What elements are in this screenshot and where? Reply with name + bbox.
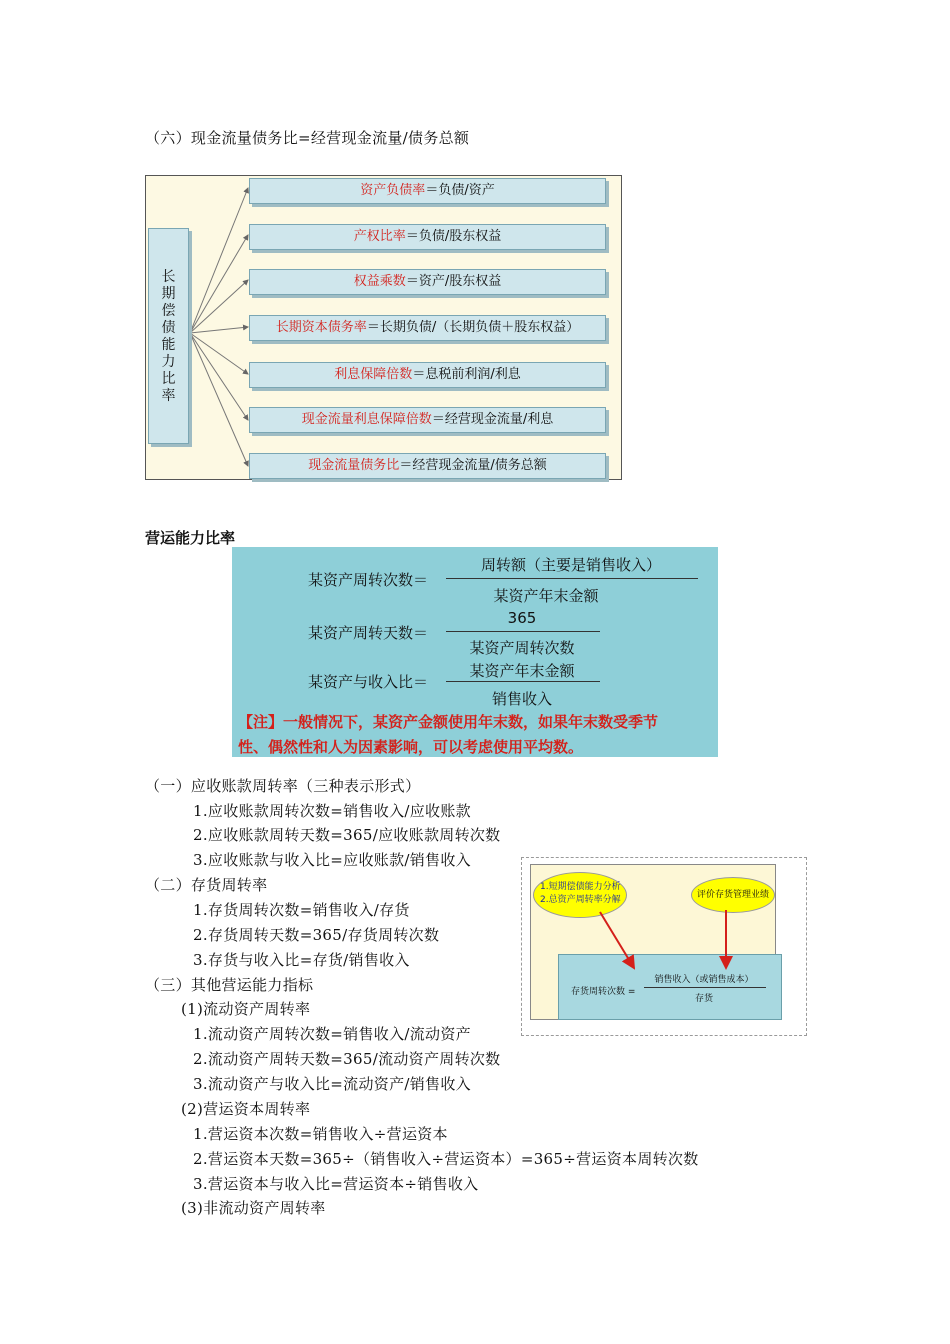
body-line: 2.营运资本天数=365÷（销售收入÷营运资本）=365÷营运资本周转次数 — [193, 1150, 699, 1168]
vertical-label-char: 债 — [161, 320, 176, 336]
ellipse-analysis-line1: 1.短期偿债能力分析 — [540, 882, 621, 892]
body-line: 1.营运资本次数=销售收入÷营运资本 — [193, 1125, 448, 1143]
body-line: 3.应收账款与收入比=应收账款/销售收入 — [193, 851, 471, 869]
body-line: 1.流动资产周转次数=销售收入/流动资产 — [193, 1025, 471, 1043]
solvency-vertical-box — [148, 228, 189, 444]
heading-six: （六）现金流量债务比=经营现金流量/债务总额 — [145, 129, 470, 147]
body-line: 3.流动资产与收入比=流动资产/销售收入 — [193, 1075, 471, 1093]
formula-box-cash-interest-coverage: 现金流量利息保障倍数＝经营现金流量/利息 — [249, 407, 606, 433]
formula-box-debt-ratio: 资产负债率＝负债/资产 — [249, 178, 606, 204]
vertical-label-char: 能 — [161, 337, 176, 353]
panel-note-line1: 【注】一般情况下，某资产金额使用年末数，如果年末数受季节 — [238, 713, 659, 731]
formula3-denominator: 销售收入 — [491, 690, 552, 708]
panel-note-line2: 性、偶然性和人为因素影响，可以考虑使用平均数。 — [238, 738, 584, 756]
vertical-label-char: 力 — [161, 354, 176, 370]
inventory-diagram — [521, 857, 807, 1036]
formula-box-interest-coverage: 利息保障倍数＝息税前利润/利息 — [249, 362, 606, 388]
vertical-label-char: 比 — [161, 371, 176, 387]
body-line: （一）应收账款周转率（三种表示形式） — [145, 777, 421, 795]
formula-box-long-term-capital-debt-ratio: 长期资本债务率＝长期负债/（长期负债＋股东权益） — [249, 315, 606, 341]
panel-note — [238, 710, 718, 760]
operating-title: 营运能力比率 — [145, 529, 236, 547]
inventory-formula-numerator: 销售收入（或销售成本） — [654, 975, 754, 985]
vertical-label-char: 率 — [161, 388, 176, 404]
formula3-numerator: 某资产年末金额 — [469, 662, 575, 680]
body-line: （二）存货周转率 — [145, 876, 268, 894]
operating-formula-panel — [232, 547, 718, 757]
body-line: 3.存货与收入比=存货/销售收入 — [193, 951, 410, 969]
formula2-label: 某资产周转天数＝ — [308, 624, 429, 642]
body-line: (2)营运资本周转率 — [181, 1100, 311, 1118]
inventory-formula-label: 存货周转次数 = — [571, 987, 636, 997]
body-line: 1.应收账款周转次数=销售收入/应收账款 — [193, 802, 471, 820]
inventory-arrows — [522, 858, 808, 1037]
formula-box-equity-ratio: 产权比率＝负债/股东权益 — [249, 224, 606, 250]
ellipse-evaluate: 评价存货管理业绩 — [691, 877, 775, 913]
solvency-vertical-label — [149, 269, 188, 405]
body-line: 2.流动资产周转天数=365/流动资产周转次数 — [193, 1050, 501, 1068]
body-line: 2.存货周转天数=365/存货周转次数 — [193, 926, 440, 944]
body-line: 1.存货周转次数=销售收入/存货 — [193, 901, 410, 919]
formula1-label: 某资产周转次数＝ — [308, 571, 429, 589]
formula-box-cash-debt-ratio: 现金流量债务比＝经营现金流量/债务总额 — [249, 453, 606, 479]
formula2-denominator: 某资产周转次数 — [469, 639, 575, 657]
formula2-bar — [446, 631, 600, 632]
vertical-label-char: 长 — [161, 269, 176, 285]
body-line: (1)流动资产周转率 — [181, 1000, 311, 1018]
solvency-diagram — [145, 175, 622, 480]
formula3-label: 某资产与收入比＝ — [308, 673, 429, 691]
body-line: (3)非流动资产周转率 — [181, 1199, 326, 1217]
formula3-bar — [446, 681, 600, 682]
formula2-numerator: 365 — [507, 609, 537, 627]
body-line: 3.营运资本与收入比=营运资本÷销售收入 — [193, 1175, 479, 1193]
vertical-label-char: 偿 — [161, 303, 176, 319]
formula1-numerator: 周转额（主要是销售收入） — [480, 556, 661, 574]
formula1-denominator: 某资产年末金额 — [493, 587, 599, 605]
ellipse-analysis-line2: 2.总资产周转率分解 — [540, 895, 621, 905]
body-line: 2.应收账款周转天数=365/应收账款周转次数 — [193, 826, 501, 844]
inventory-formula-denominator: 存货 — [694, 994, 713, 1004]
formula1-bar — [446, 578, 698, 579]
body-line: （三）其他营运能力指标 — [145, 976, 314, 994]
formula-box-equity-multiplier: 权益乘数＝资产/股东权益 — [249, 269, 606, 295]
vertical-label-char: 期 — [161, 286, 176, 302]
